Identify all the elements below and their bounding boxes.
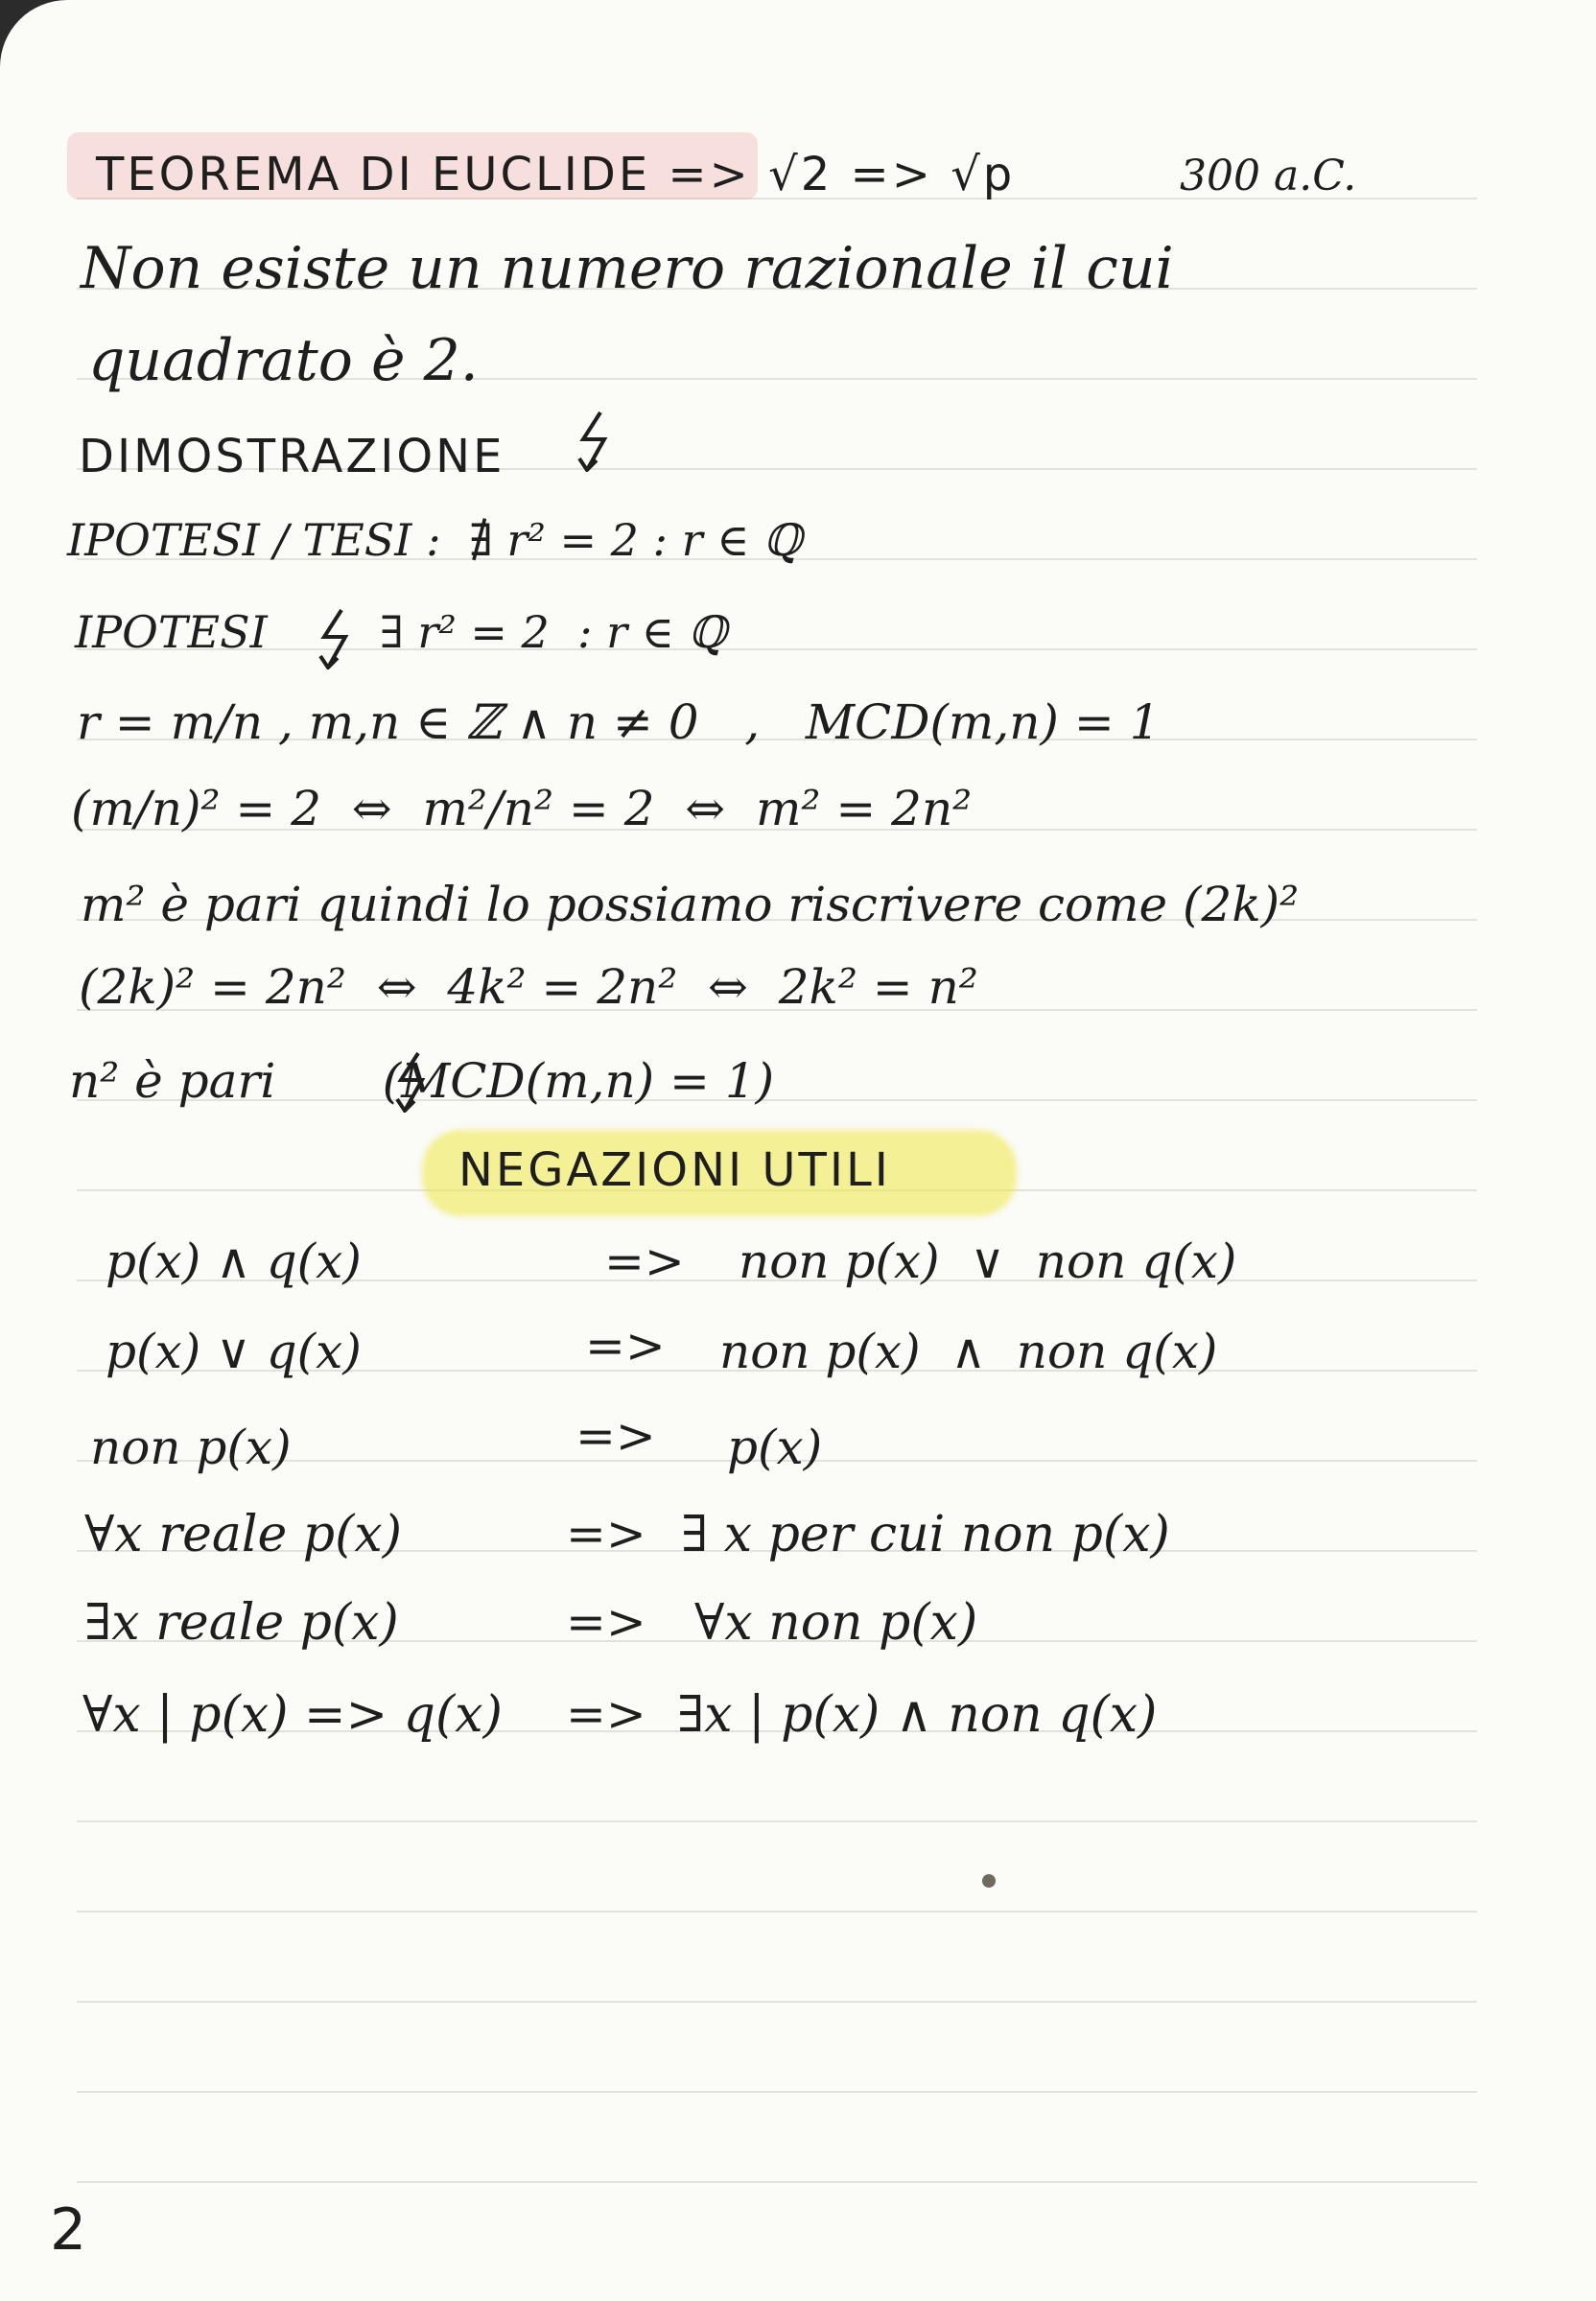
negation-right: ∃ x per cui non p(x)	[681, 1506, 1170, 1563]
contradiction-icon	[575, 411, 614, 472]
section-heading: NEGAZIONI UTILI	[458, 1143, 891, 1197]
statement-line-2: quadrato è 2.	[88, 327, 479, 394]
proof-heading: DIMOSTRAZIONE	[79, 430, 505, 483]
page-number: 2	[50, 2196, 87, 2264]
negation-left: ∃x reale p(x)	[84, 1594, 399, 1652]
negation-arrow: =>	[575, 1408, 656, 1464]
proof-line: IPOTESI ∃ r² = 2 : r ∈ ℚ	[75, 606, 727, 658]
negation-right: ∃x | p(x) ∧ non q(x)	[677, 1686, 1158, 1744]
proof-line: IPOTESI / TESI : ∄ r² = 2 : r ∈ ℚ	[67, 514, 802, 566]
negation-right: non p(x) ∧ non q(x)	[719, 1324, 1218, 1379]
negation-arrow: =>	[566, 1506, 646, 1561]
negation-arrow: =>	[604, 1233, 685, 1289]
rule-line	[77, 2091, 1477, 2093]
rule-line	[77, 2001, 1477, 2003]
proof-line: n² è pari (MCD(m,n) = 1)	[69, 1053, 775, 1109]
negation-left: ∀x reale p(x)	[84, 1506, 402, 1563]
proof-line: (2k)² = 2n² ⇔ 4k² = 2n² ⇔ 2k² = n²	[79, 959, 978, 1015]
negation-right: ∀x non p(x)	[694, 1594, 978, 1652]
statement-line-1: Non esiste un numero razionale il cui	[81, 235, 1174, 302]
negation-right: p(x)	[727, 1420, 823, 1475]
contradiction-icon	[393, 1051, 432, 1113]
negation-arrow: =>	[566, 1686, 646, 1742]
proof-line: r = m/n , m,n ∈ ℤ ∧ n ≠ 0 , MCD(m,n) = 1	[77, 694, 1161, 750]
negation-arrow: =>	[566, 1594, 646, 1650]
negation-left: ∀x | p(x) => q(x)	[82, 1686, 503, 1744]
paper-speck	[982, 1874, 996, 1888]
theorem-date: 300 a.C.	[1180, 152, 1357, 200]
negation-left: non p(x)	[90, 1420, 292, 1475]
theorem-title: TEOREMA DI EUCLIDE => √2 => √p	[96, 148, 1016, 201]
negation-arrow: =>	[585, 1318, 666, 1374]
negation-right: non p(x) ∨ non q(x)	[739, 1233, 1237, 1289]
rule-line	[77, 1911, 1477, 1913]
rule-line	[77, 1820, 1477, 1822]
contradiction-icon	[317, 608, 355, 669]
negation-left: p(x) ∧ q(x)	[106, 1233, 362, 1289]
proof-line: m² è pari quindi lo possiamo riscrivere come (2k)²	[81, 877, 1300, 932]
negation-left: p(x) ∨ q(x)	[106, 1324, 362, 1379]
proof-line: (m/n)² = 2 ⇔ m²/n² = 2 ⇔ m² = 2n²	[71, 781, 973, 836]
rule-line	[77, 2181, 1477, 2183]
